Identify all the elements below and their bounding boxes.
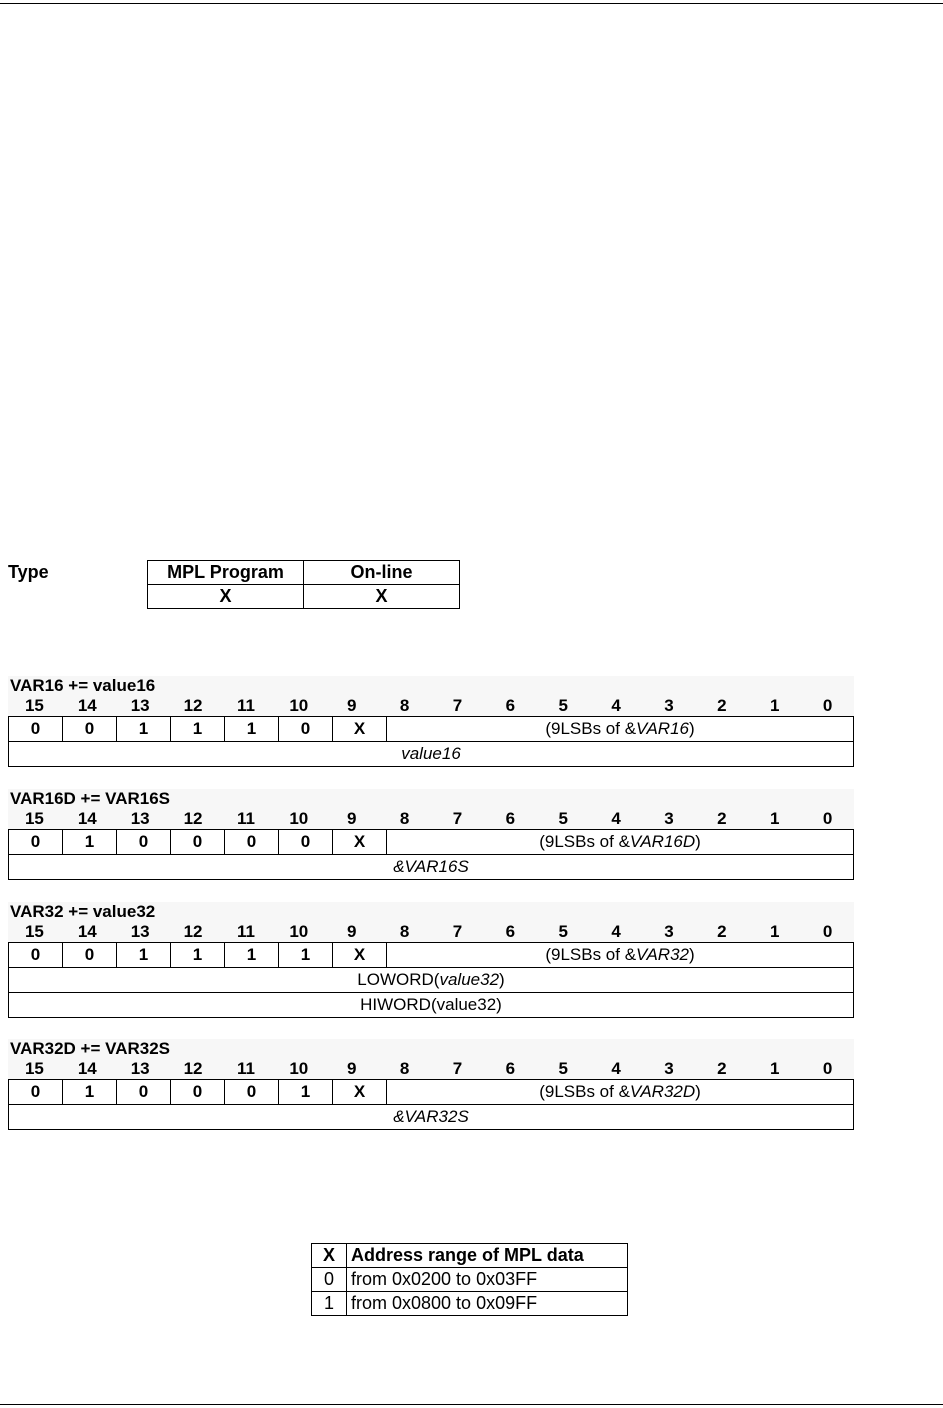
- address-variable: VAR16D: [629, 832, 696, 851]
- bit-number: 5: [558, 809, 568, 828]
- bit-number: 0: [822, 922, 833, 941]
- encoding-block: [8, 789, 854, 880]
- top-rule: [0, 3, 943, 4]
- opcode-bit-cell: 0: [63, 717, 117, 741]
- operand-field: [9, 993, 853, 1017]
- bit-number: 3: [664, 922, 674, 941]
- address-suffix: ): [688, 945, 695, 964]
- bit-number: 7: [452, 922, 463, 941]
- bit-number: 14: [77, 696, 97, 715]
- bit-number-row: [8, 922, 854, 942]
- bit-number: 9: [346, 922, 357, 941]
- address-field: [387, 830, 853, 854]
- address-variable: VAR16: [636, 719, 689, 738]
- bit-number: 10: [289, 696, 309, 715]
- bit-number: 11: [236, 809, 255, 828]
- bit-number: 14: [77, 809, 97, 828]
- address-range-table: [311, 1243, 628, 1316]
- bit-number: 1: [769, 696, 780, 715]
- opcode-bit-cell: 1: [171, 943, 225, 967]
- bit-number: 11: [236, 696, 255, 715]
- opcode-bit-cell: 0: [9, 830, 63, 854]
- bit-number: 4: [611, 1059, 621, 1078]
- bit-number: 4: [611, 696, 621, 715]
- bit-number: 7: [452, 1059, 463, 1078]
- bit-number: 2: [717, 922, 727, 941]
- bit-number: 14: [77, 1059, 97, 1078]
- x-value-cell: 1: [312, 1292, 347, 1316]
- opcode-bit-cell: 0: [279, 830, 333, 854]
- opcode-bit-cell: X: [333, 830, 387, 854]
- bit-number: 0: [822, 1059, 833, 1078]
- opcode-bit-cell: 1: [117, 717, 171, 741]
- bit-number: 3: [664, 1059, 674, 1078]
- bit-number: 0: [822, 809, 833, 828]
- opcode-row: [8, 942, 854, 967]
- address-prefix: (9LSBs of &: [539, 1082, 630, 1101]
- operand-row: [8, 1104, 854, 1130]
- address-range-cell: from 0x0200 to 0x03FF: [347, 1268, 628, 1292]
- bit-number: 13: [130, 696, 150, 715]
- bit-number: 12: [183, 809, 203, 828]
- opcode-bit-cell: X: [333, 1080, 387, 1104]
- opcode-bit-cell: 0: [9, 717, 63, 741]
- bit-number: 9: [346, 809, 357, 828]
- bit-number: 6: [505, 1059, 516, 1078]
- bit-number-row: [8, 809, 854, 829]
- opcode-bit-cell: 0: [225, 1080, 279, 1104]
- opcode-bit-cell: 0: [117, 1080, 171, 1104]
- type-value-mpl-program: X: [148, 585, 304, 609]
- operand-field: [9, 968, 853, 992]
- bit-number: 3: [664, 809, 674, 828]
- bit-number: 8: [399, 1059, 410, 1078]
- bit-number: 4: [611, 922, 621, 941]
- opcode-bit-cell: 0: [279, 717, 333, 741]
- operand-text: &VAR16S: [393, 857, 469, 876]
- encoding-title: VAR32 += value32: [10, 902, 156, 921]
- opcode-row: [8, 1079, 854, 1104]
- operand-field: [9, 742, 853, 766]
- bit-number: 15: [24, 1059, 44, 1078]
- bit-number: 1: [769, 1059, 780, 1078]
- bit-number: 5: [558, 696, 568, 715]
- bit-number-row: [8, 1059, 854, 1079]
- encoding-title: VAR32D += VAR32S: [10, 1039, 170, 1058]
- bit-number: 6: [505, 809, 516, 828]
- bit-number: 12: [183, 922, 203, 941]
- encoding-block: [8, 676, 854, 767]
- encoding-block: [8, 902, 854, 1018]
- address-field: [387, 943, 853, 967]
- type-header-mpl-program: MPL Program: [148, 561, 304, 585]
- bottom-rule: [0, 1404, 943, 1405]
- bit-number: 13: [130, 922, 150, 941]
- bit-number-row: [8, 696, 854, 716]
- opcode-bit-cell: X: [333, 943, 387, 967]
- opcode-bit-cell: 1: [63, 830, 117, 854]
- operand-row: [8, 741, 854, 767]
- opcode-bit-cell: 1: [225, 717, 279, 741]
- opcode-bit-cell: 1: [225, 943, 279, 967]
- operand-text: &VAR32S: [393, 1107, 469, 1126]
- opcode-bit-cell: 1: [279, 1080, 333, 1104]
- bit-number: 0: [822, 696, 833, 715]
- bit-number: 9: [346, 696, 357, 715]
- opcode-bit-cell: 0: [9, 1080, 63, 1104]
- bit-number: 2: [717, 1059, 727, 1078]
- x-column-header: X: [312, 1244, 347, 1268]
- bit-number: 4: [611, 809, 621, 828]
- bit-number: 7: [452, 809, 463, 828]
- bit-number: 13: [130, 809, 150, 828]
- encoding-title: VAR16 += value16: [10, 676, 156, 695]
- opcode-bit-cell: 0: [63, 943, 117, 967]
- opcode-bit-cell: 0: [225, 830, 279, 854]
- bit-number: 8: [399, 809, 410, 828]
- operand-row: [8, 854, 854, 880]
- opcode-bit-cell: 1: [63, 1080, 117, 1104]
- encoding-block: [8, 1039, 854, 1130]
- bit-number: 8: [399, 696, 410, 715]
- operand-row: [8, 967, 854, 992]
- bit-number: 15: [24, 696, 44, 715]
- bit-number: 7: [452, 696, 463, 715]
- x-value-cell: 0: [312, 1268, 347, 1292]
- bit-number: 14: [77, 922, 97, 941]
- encoding-title: VAR16D += VAR16S: [10, 789, 170, 808]
- bit-number: 15: [24, 922, 44, 941]
- opcode-bit-cell: 0: [117, 830, 171, 854]
- bit-number: 11: [236, 1059, 255, 1078]
- bit-number: 6: [505, 696, 516, 715]
- bit-number: 15: [24, 809, 44, 828]
- address-prefix: (9LSBs of &: [545, 719, 637, 738]
- type-label: Type: [8, 562, 49, 582]
- type-value-online: X: [304, 585, 460, 609]
- opcode-row: [8, 716, 854, 741]
- opcode-row: [8, 829, 854, 854]
- opcode-bit-cell: 1: [171, 717, 225, 741]
- address-suffix: ): [695, 1082, 701, 1101]
- opcode-bit-cell: 0: [9, 943, 63, 967]
- bit-number: 13: [130, 1059, 150, 1078]
- opcode-bit-cell: 1: [117, 943, 171, 967]
- address-prefix: (9LSBs of &: [539, 832, 630, 851]
- bit-number: 10: [289, 809, 309, 828]
- bit-number: 5: [558, 1059, 568, 1078]
- address-variable: VAR32: [636, 945, 689, 964]
- address-field: [387, 1080, 853, 1104]
- bit-number: 6: [505, 922, 516, 941]
- address-prefix: (9LSBs of &: [545, 945, 637, 964]
- bit-number: 2: [717, 809, 727, 828]
- operand-text: value16: [401, 744, 461, 763]
- opcode-bit-cell: 0: [171, 830, 225, 854]
- operand-prefix: LOWORD(: [357, 970, 440, 989]
- operand-field: [9, 855, 853, 879]
- address-suffix: ): [695, 832, 701, 851]
- address-range-header: Address range of MPL data: [347, 1244, 628, 1268]
- bit-number: 5: [558, 922, 568, 941]
- type-table: [147, 560, 460, 609]
- bit-number: 10: [289, 922, 309, 941]
- bit-number: 1: [769, 809, 780, 828]
- address-suffix: ): [688, 719, 695, 738]
- bit-number: 8: [399, 922, 410, 941]
- opcode-bit-cell: X: [333, 717, 387, 741]
- bit-number: 12: [183, 1059, 203, 1078]
- bit-number: 12: [183, 696, 203, 715]
- operand-text: HIWORD(value32): [360, 995, 502, 1014]
- type-header-online: On-line: [304, 561, 460, 585]
- bit-number: 11: [236, 922, 255, 941]
- address-field: [387, 717, 853, 741]
- operand-field: [9, 1105, 853, 1129]
- operand-row: [8, 992, 854, 1018]
- operand-suffix: ): [499, 970, 505, 989]
- opcode-bit-cell: 0: [171, 1080, 225, 1104]
- address-variable: VAR32D: [629, 1082, 696, 1101]
- opcode-bit-cell: 1: [279, 943, 333, 967]
- bit-number: 9: [346, 1059, 357, 1078]
- bit-number: 2: [717, 696, 727, 715]
- bit-number: 10: [289, 1059, 309, 1078]
- operand-variable: value32: [439, 970, 500, 989]
- bit-number: 1: [769, 922, 780, 941]
- address-range-cell: from 0x0800 to 0x09FF: [347, 1292, 628, 1316]
- bit-number: 3: [664, 696, 674, 715]
